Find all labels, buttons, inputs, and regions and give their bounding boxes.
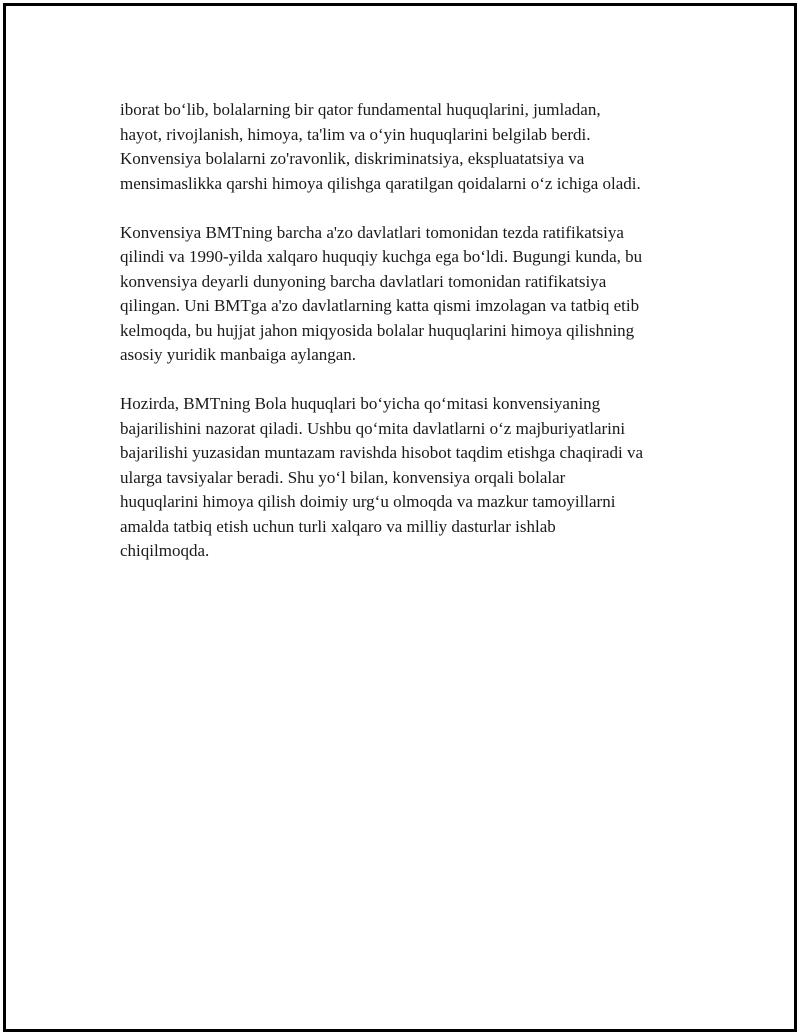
text-line: asosiy yuridik manbaiga aylangan. xyxy=(120,345,357,364)
page-frame xyxy=(3,3,797,1032)
text-line: mensimaslikka qarshi himoya qilishga qaratilgan qoidalarni o‘z ichiga oladi. xyxy=(120,173,641,193)
text-line: Konvensiya BMTning barcha a'zo davlatlari tomonidan tezda ratifikatsiya xyxy=(120,222,624,242)
text-line: Hozirda, BMTning Bola huquqlari bo‘yicha qo‘mitasi konvensiyaning xyxy=(120,394,601,413)
text-line: qilingan. Uni BMTga a'zo davlatlarning katta qismi imzolagan va tatbiq etib xyxy=(120,296,640,315)
text-line: ularga tavsiyalar beradi. Shu yo‘l bilan, konvensiya orqali bolalar xyxy=(120,467,566,487)
text-line: huquqlarini himoya qilish doimiy urg‘u olmoqda va mazkur tamoyillarni xyxy=(120,492,616,511)
paragraph-3 xyxy=(120,392,700,564)
document-body xyxy=(120,98,700,588)
text-line: iborat bo‘lib, bolalarning bir qator fundamental huquqlarini, jumladan, xyxy=(120,100,601,119)
text-line: amalda tatbiq etish uchun turli xalqaro va milliy dasturlar ishlab xyxy=(120,516,556,536)
text-line: Konvensiya bolalarni zo'ravonlik, diskriminatsiya, ekspluatatsiya va xyxy=(120,149,585,168)
text-line: bajarilishini nazorat qiladi. Ushbu qo‘mita davlatlarni o‘z majburiyatlarini xyxy=(120,418,626,438)
text-line: hayot, rivojlanish, himoya, ta'lim va o‘yin huquqlarini belgilab berdi. xyxy=(120,124,591,144)
text-line: qilindi va 1990-yilda xalqaro huquqiy kuchga ega bo‘ldi. Bugungi kunda, bu xyxy=(120,247,643,266)
text-line: konvensiya deyarli dunyoning barcha davlatlari tomonidan ratifikatsiya xyxy=(120,271,607,291)
text-line: kelmoqda, bu hujjat jahon miqyosida bolalar huquqlarini himoya qilishning xyxy=(120,320,635,340)
text-line: chiqilmoqda. xyxy=(120,541,210,560)
text-line: bajarilishi yuzasidan muntazam ravishda hisobot taqdim etishga chaqiradi va xyxy=(120,443,644,462)
paragraph-1 xyxy=(120,98,700,196)
paragraph-2 xyxy=(120,221,700,368)
